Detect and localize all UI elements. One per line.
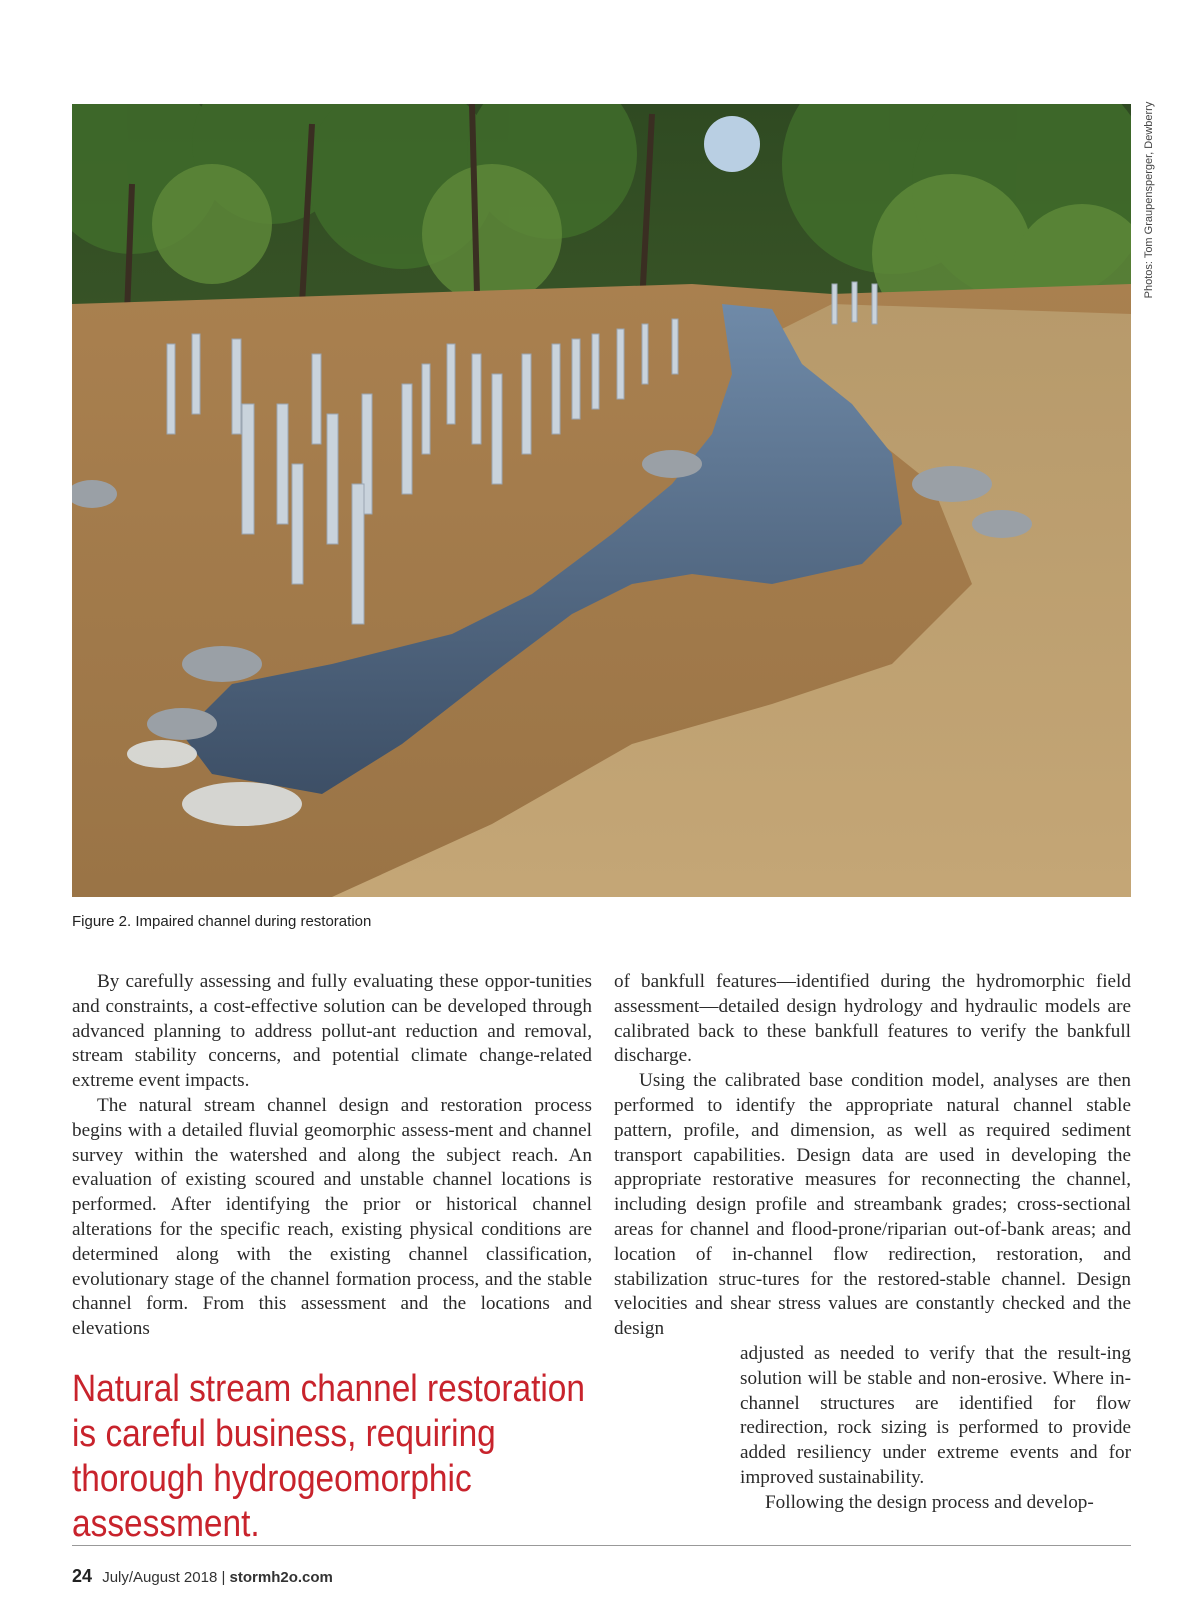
body-paragraph: The natural stream channel design and restoration process begins with a detailed fluvial geomorphic assess-ment and channel survey within the watershed and along the subject reach. An evaluation of existing scoured and unstable channel locations is performed. After identifying the prior or historical channel alterations for the specific reach, existing physical conditions are determined along with the existing channel classification, evolutionary stage of the channel formation process, and the stable channel form. From this assessment and the locations and elevations — [72, 1094, 592, 1340]
site-name: stormh2o.com — [229, 1569, 333, 1586]
body-paragraph: By carefully assessing and fully evaluating these oppor-tunities and constraints, a cost-effective solution can be developed through advanced planning to address pollut-ant reduction and removal, stream stability concerns, and potential climate change-related extreme event impacts. — [72, 971, 592, 1092]
body-paragraph: Using the calibrated base condition model, analyses are then performed to identify the appropriate natural channel stable pattern, profile, and dimension, as well as required sediment transport capabilities. Design data are used in developing the appropriate restorative measures for reconnecting the channel, including design profile and streambank grades; cross-sectional areas for channel and flood-prone/riparian out-of-bank areas; and location of in-channel flow redirection, restoration, and stabilization struc-tures for the restored-stable channel. Design velocities and shear stress values are constantly checked and the design — [614, 1070, 1131, 1340]
page-number: 24 — [72, 1566, 93, 1586]
page-footer — [72, 1566, 333, 1587]
photo-credit-text: Photos: Tom Graupensperger, Dewberry — [1143, 101, 1155, 299]
footer-divider — [72, 1545, 1131, 1546]
body-paragraph: of bankfull features—identified during the hydromorphic field assessment—detailed design hydrology and hydraulic models are calibrated back to these bankfull features to verify the bankfull discharge. — [614, 971, 1131, 1067]
footer-separator: | — [221, 1569, 226, 1586]
issue-date: July/August 2018 — [102, 1569, 218, 1586]
body-paragraph: adjusted as needed to verify that the result-ing solution will be stable and non-erosive. Where in-channel structures are identified for flow redirection, rock sizing is performed to provide added resiliency under extreme events and for improved sustainability. — [740, 1343, 1131, 1488]
body-column-1 — [72, 970, 592, 1342]
photo-illustration — [72, 104, 1131, 897]
pull-quote: Natural stream channel restoration is careful business, requiring thorough hydrogeomorphic assessment. — [72, 1368, 585, 1545]
body-column-2-continued — [740, 1342, 1131, 1516]
body-column-2 — [614, 970, 1131, 1342]
photo-credit — [1142, 101, 1156, 299]
figure-caption: Figure 2. Impaired channel during restoration — [72, 913, 372, 930]
body-paragraph: Following the design process and develop- — [765, 1491, 1094, 1513]
stream-restoration-photo — [72, 104, 1131, 897]
